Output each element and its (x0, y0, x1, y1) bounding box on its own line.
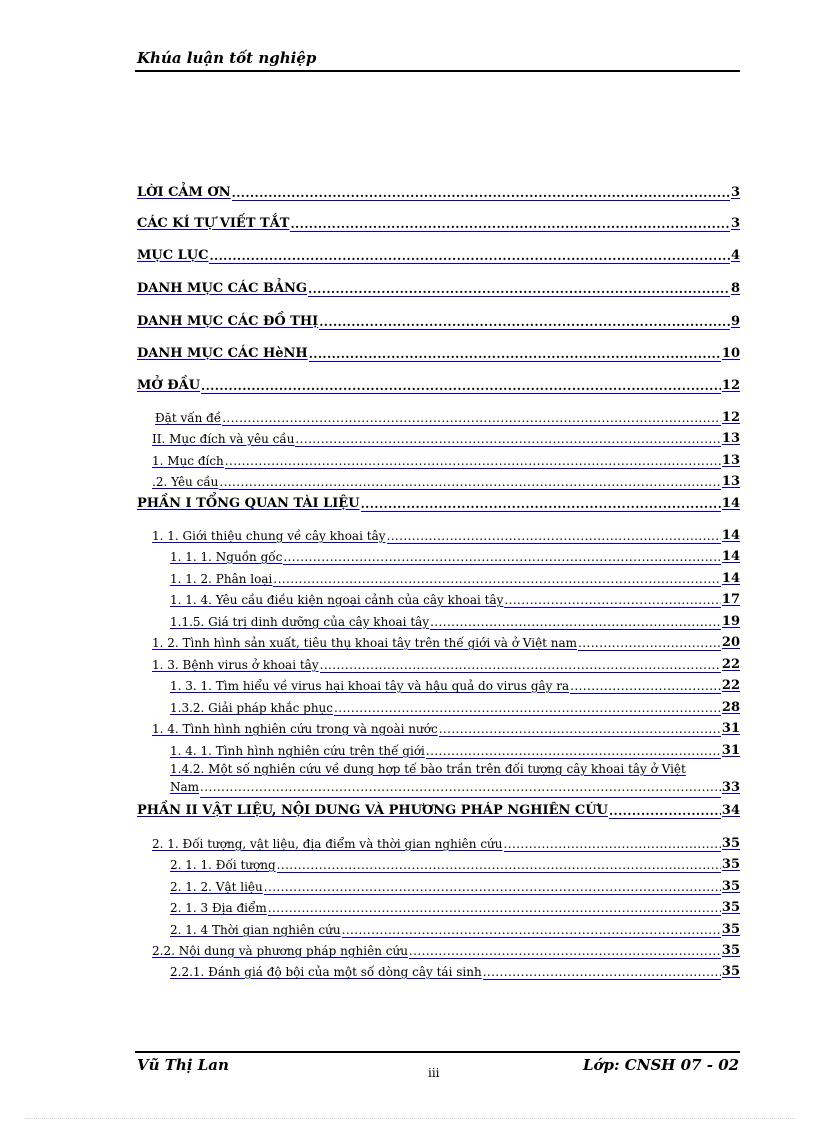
toc-entry-1-1-4[interactable] (170, 590, 740, 608)
toc-entry-label: 1.3.2. Giải pháp khắc phục (170, 701, 334, 715)
toc-entry-1-4-2[interactable] (170, 759, 740, 798)
toc-entry-page: 4 (730, 248, 740, 263)
toc-entry-page: 35 (721, 922, 740, 937)
header-title: Khúa luận tốt nghiệp (137, 49, 317, 67)
toc-leader (309, 345, 721, 362)
toc-entry-page: 13 (721, 474, 740, 489)
toc-entry-page: 22 (721, 678, 740, 693)
toc-leader (268, 899, 721, 916)
toc-leader (264, 878, 721, 895)
toc-leader (295, 430, 720, 447)
toc-entry-label: .2. Yêu cầu (152, 475, 219, 489)
toc-entry-page: 35 (721, 879, 740, 894)
toc-leader (334, 699, 721, 716)
toc-entry-label: 1.1.5. Giá trị dinh dưỡng của cây khoai tây (170, 615, 430, 629)
toc-entry-page: 14 (721, 496, 740, 511)
toc-entry-page: 13 (721, 453, 740, 468)
toc-entry-page: 3 (730, 216, 740, 231)
toc-entry-page: 35 (721, 900, 740, 915)
toc-entry-label: Đặt vấn đề (155, 411, 222, 425)
toc-entry-page: 14 (721, 549, 740, 564)
toc-leader (504, 835, 721, 852)
toc-leader (209, 247, 730, 264)
toc-entry-2-2[interactable] (152, 941, 740, 959)
toc-leader (387, 527, 721, 544)
toc-entry-label: 2. 1. 1. Đối tượng (170, 858, 276, 872)
toc-entry-label: 1. 1. Giới thiệu chung về cây khoai tây (152, 529, 386, 543)
toc-leader (342, 921, 721, 938)
toc-entry-2-1-1[interactable] (170, 855, 740, 873)
toc-entry-label: MỞ ĐẦU (137, 378, 201, 393)
toc-entry-1-3-1[interactable] (170, 676, 740, 694)
toc-entry-label: PHẦN I TỔNG QUAN TÀI LIỆU (137, 496, 360, 511)
footer-page-number: iii (428, 1066, 440, 1080)
toc-entry-1-1-5[interactable] (170, 612, 740, 630)
footer-author: Vũ Thị Lan (137, 1056, 229, 1074)
toc-entry-label: 1. 1. 2. Phân loại (170, 572, 273, 586)
toc-leader (273, 570, 721, 587)
toc-entry-page: 3 (730, 185, 740, 200)
toc-leader (308, 280, 730, 297)
toc-entry-page: 33 (721, 780, 740, 795)
toc-leader (232, 184, 730, 201)
toc-entry-1-4-1[interactable] (170, 741, 740, 759)
toc-leader (426, 742, 721, 759)
toc-entry-page: 35 (721, 857, 740, 872)
toc-leader (290, 215, 729, 232)
footer-rule (135, 1051, 740, 1053)
toc-entry-label: 1. 3. 1. Tìm hiểu về virus hại khoai tây và hậu quả do virus gây ra (170, 679, 570, 693)
toc-entry-page: 31 (721, 721, 740, 736)
toc-entry-label: 2. 1. 2. Vật liệu (170, 880, 263, 894)
toc-entry-label: 1. 1. 4. Yêu cầu điều kiện ngoại cảnh của cây khoai tây (170, 593, 504, 607)
footer-class: Lớp: CNSH 07 - 02 (583, 1056, 740, 1074)
toc-entry-page: 35 (721, 943, 740, 958)
toc-entry-page: 13 (721, 431, 740, 446)
toc-entry-danh-muc-cac-do-thi[interactable] (137, 312, 740, 330)
toc-leader (219, 473, 721, 490)
toc-entry-2-1[interactable] (152, 834, 740, 852)
toc-entry-danh-muc-cac-bang[interactable] (137, 279, 740, 297)
toc-entry-phan-ii[interactable] (137, 801, 740, 819)
toc-leader (225, 452, 721, 469)
toc-entry-label-continued: Nam (170, 780, 200, 794)
toc-entry-1-1[interactable] (152, 526, 740, 544)
toc-entry-label: 1. 2. Tình hình sản xuất, tiêu thụ khoai tây trên thế giới và ở Việt nam (152, 636, 578, 650)
toc-leader (200, 781, 721, 798)
toc-leader (439, 720, 721, 737)
toc-entry-muc-luc[interactable] (137, 246, 740, 264)
page-edge (25, 1118, 795, 1119)
toc-entry-label: 1. Mục đích (152, 454, 224, 468)
toc-entry-danh-muc-cac-hinh[interactable] (137, 344, 740, 362)
toc-entry-label: 1. 1. 1. Nguồn gốc (170, 550, 283, 564)
toc-leader (578, 634, 721, 651)
toc-entry-label: 2. 1. 4 Thời gian nghiên cứu (170, 923, 341, 937)
toc-entry-1-2[interactable] (152, 633, 740, 651)
toc-entry-1-1-1[interactable] (170, 547, 740, 565)
toc-entry-page: 35 (721, 964, 740, 979)
toc-entry-label: 1.4.2. Một số nghiên cứu về dung hợp tế bào trần trên đối tượng cây khoai tây ở Việt (170, 762, 686, 776)
toc-entry-page: 28 (721, 700, 740, 715)
toc-entry-page: 10 (721, 346, 740, 361)
toc-entry-label: 1. 4. 1. Tình hình nghiên cứu trên thế giới (170, 744, 425, 758)
toc-entry-page: 31 (721, 743, 740, 758)
toc-entry-page: 12 (721, 410, 740, 425)
toc-leader (570, 677, 721, 694)
toc-entry-page: 35 (721, 836, 740, 851)
toc-entry-1-4[interactable] (152, 719, 740, 737)
toc-entry-page: 20 (721, 635, 740, 650)
toc-leader (283, 548, 721, 565)
toc-entry-1-3-2[interactable] (170, 698, 740, 716)
toc-leader (222, 409, 721, 426)
toc-entry-page: 19 (721, 614, 740, 629)
toc-entry-2-1-4[interactable] (170, 920, 740, 938)
toc-leader (361, 495, 721, 512)
toc-entry-label: 2.2.1. Đánh giá độ bội của một số dòng cây tái sinh (170, 965, 482, 979)
toc-entry-label: 2. 1. 3 Địa điểm (170, 901, 267, 915)
toc-entry-label: 2.2. Nội dung và phương pháp nghiên cứu (152, 944, 408, 958)
toc-entry-page: 17 (721, 592, 740, 607)
toc-entry-loi-cam-on[interactable] (137, 183, 740, 201)
toc-entry-dat-van-de[interactable] (155, 408, 740, 426)
toc-leader (409, 942, 721, 959)
toc-entry-label: PHẦN II VẬT LIỆU, NỘI DUNG VÀ PHƯƠNG PHÁP NGHIÊN CỨU (137, 803, 608, 818)
toc-entry-label: DANH MỤC CÁC ĐỒ THỊ (137, 314, 319, 329)
toc-entry-label: 1. 4. Tình hình nghiên cứu trong và ngoài nước (152, 722, 438, 736)
toc-entry-1-1-2[interactable] (170, 569, 740, 587)
toc-entry-label: II. Mục đích và yêu cầu (152, 432, 295, 446)
toc-entry-page: 8 (730, 281, 740, 296)
toc-entry-page: 14 (721, 571, 740, 586)
toc-entry-label: LỜI CẢM ƠN (137, 185, 231, 200)
toc-entry-phan-i[interactable] (137, 494, 740, 512)
toc-leader (609, 802, 721, 819)
toc-entry-page: 9 (730, 314, 740, 329)
toc-entry-label: MỤC LỤC (137, 248, 209, 263)
toc-leader (277, 856, 721, 873)
toc-entry-label: DANH MỤC CÁC HèNH (137, 346, 308, 361)
toc-entry-2-1-3[interactable] (170, 898, 740, 916)
toc-leader (430, 613, 721, 630)
toc-entry-label: 2. 1. Đối tượng, vật liệu, địa điểm và thời gian nghiên cứu (152, 837, 503, 851)
toc-leader (320, 656, 721, 673)
toc-entry-muc-dich-va-yeu-cau[interactable] (152, 429, 740, 447)
toc-entry-cac-ki-tu-viet-tat[interactable] (137, 214, 740, 232)
toc-entry-page: 12 (721, 378, 740, 393)
toc-entry-2-2-1[interactable] (170, 962, 740, 980)
toc-entry-2-1-2[interactable] (170, 877, 740, 895)
toc-entry-page: 22 (721, 657, 740, 672)
toc-entry-yeu-cau[interactable] (152, 472, 740, 490)
toc-entry-label: 1. 3. Bệnh virus ở khoai tây (152, 658, 319, 672)
toc-entry-1-3[interactable] (152, 655, 740, 673)
toc-entry-page: 34 (721, 803, 740, 818)
toc-entry-label: DANH MỤC CÁC BẢNG (137, 281, 308, 296)
toc-leader (201, 377, 721, 394)
toc-entry-mo-dau[interactable] (137, 376, 740, 394)
toc-entry-page: 14 (721, 528, 740, 543)
toc-leader (504, 591, 721, 608)
toc-leader (483, 963, 721, 980)
toc-leader (319, 313, 730, 330)
toc-entry-muc-dich[interactable] (152, 451, 740, 469)
toc-entry-label: CÁC KÍ TỰ VIẾT TẮT (137, 216, 290, 231)
